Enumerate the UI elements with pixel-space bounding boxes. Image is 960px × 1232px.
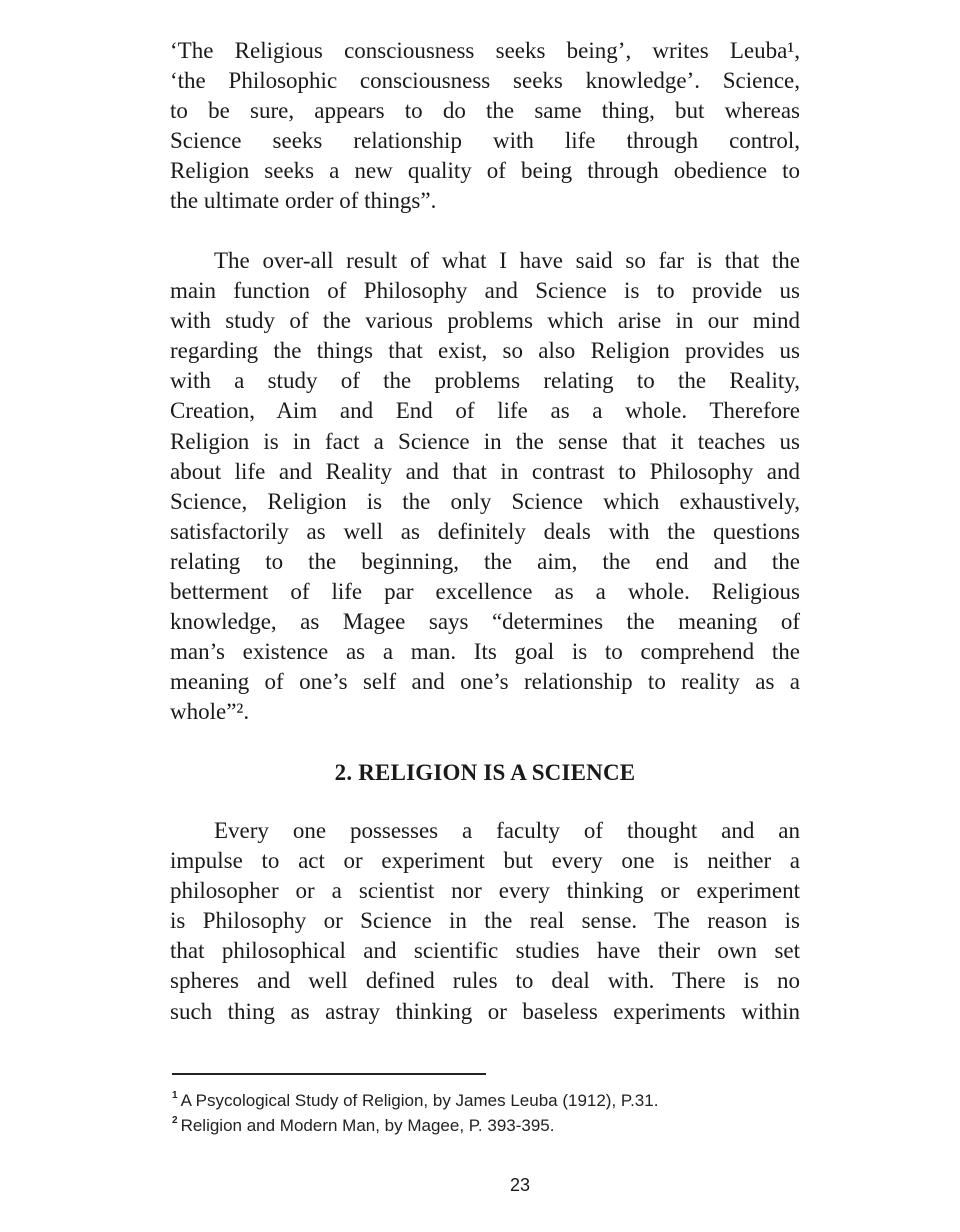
- footnote-1: [172, 1090, 658, 1111]
- text-line: man’s existence as a man. Its goal is to comprehend the: [170, 639, 800, 665]
- page-number: 23: [509, 1175, 531, 1195]
- text-line: whole”².: [170, 699, 250, 725]
- text-line: satisfactorily as well as definitely deals with the questions: [170, 518, 800, 544]
- text-line: is Philosophy or Science in the real sense. The reason is: [170, 908, 800, 934]
- text-line: regarding the things that exist, so also Religion provides us: [170, 338, 800, 364]
- text-line: betterment of life par excellence as a whole. Religious: [170, 579, 800, 605]
- section-heading: 2. RELIGION IS A SCIENCE: [334, 760, 636, 785]
- footnote-text: A Psycological Study of Religion, by James Leuba (1912), P.31.: [180, 1091, 659, 1110]
- text-line: relating to the beginning, the aim, the end and the: [170, 548, 800, 574]
- footnote-text: Religion and Modern Man, by Magee, P. 393-395.: [180, 1116, 555, 1135]
- text-line: ‘The Religious consciousness seeks being’, writes Leuba¹,: [170, 38, 800, 63]
- text-line: Religion seeks a new quality of being through obedience to: [170, 158, 800, 184]
- footnote-divider: [172, 1073, 486, 1075]
- text-line: main function of Philosophy and Science is to provide us: [170, 278, 800, 304]
- footnote-mark: 1: [172, 1090, 178, 1101]
- text-line: philosopher or a scientist nor every thinking or experiment: [170, 878, 800, 904]
- text-line: Science seeks relationship with life through control,: [170, 128, 800, 154]
- footnote-mark: 2: [172, 1115, 178, 1126]
- text-line: Every one possesses a faculty of thought and an: [214, 818, 800, 843]
- paragraph-3: [170, 816, 800, 1027]
- paragraph-2: [170, 246, 800, 728]
- text-line: Creation, Aim and End of life as a whole. Therefore: [170, 398, 800, 424]
- text-line: to be sure, appears to do the same thing, but whereas: [170, 98, 800, 124]
- text-line: such thing as astray thinking or baseless experiments within: [170, 998, 800, 1024]
- text-line: impulse to act or experiment but every one is neither a: [170, 848, 800, 874]
- text-line: about life and Reality and that in contrast to Philosophy and: [170, 458, 800, 484]
- text-line: meaning of one’s self and one’s relationship to reality as a: [170, 669, 800, 695]
- text-line: The over-all result of what I have said so far is that the: [214, 248, 800, 273]
- text-line: that philosophical and scientific studies have their own set: [170, 938, 800, 964]
- text-line: spheres and well defined rules to deal with. There is no: [170, 968, 800, 994]
- text-line: with a study of the problems relating to the Reality,: [170, 368, 800, 394]
- text-line: the ultimate order of things”.: [170, 188, 437, 214]
- text-line: knowledge, as Magee says “determines the meaning of: [170, 609, 800, 635]
- paragraph-1: [170, 36, 800, 217]
- footnote-2: [172, 1115, 555, 1136]
- text-line: Religion is in fact a Science in the sense that it teaches us: [170, 428, 800, 454]
- text-line: with study of the various problems which arise in our mind: [170, 308, 800, 334]
- text-line: Science, Religion is the only Science which exhaustively,: [170, 488, 800, 514]
- text-line: ‘the Philosophic consciousness seeks knowledge’. Science,: [170, 68, 800, 94]
